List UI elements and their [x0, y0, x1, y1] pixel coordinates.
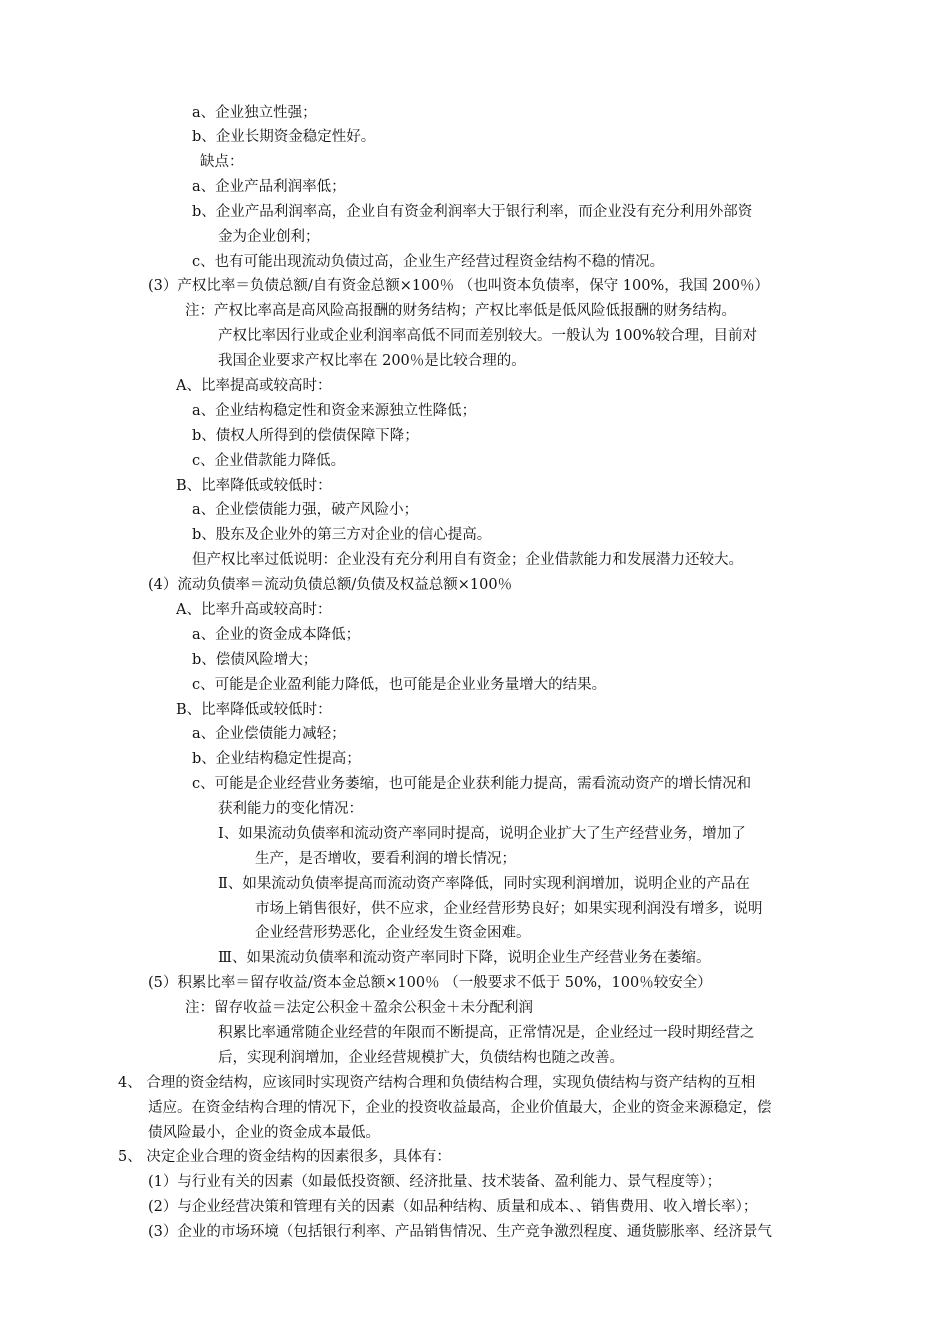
text-line: c、也有可能出现流动负债过高，企业生产经营过程资金结构不稳的情况。: [192, 254, 665, 270]
text-line: 企业经营形势恶化，企业经发生资金困难。: [255, 925, 531, 941]
text-line: 生产，是否增收，要看利润的增长情况；: [255, 851, 516, 867]
text-line: c、可能是企业经营业务萎缩，也可能是企业获利能力提高，需看流动资产的增长情况和: [192, 776, 752, 792]
text-line: 注：产权比率高是高风险高报酬的财务结构；产权比率低是低风险低报酬的财务结构。: [185, 303, 736, 319]
text-line: (1）与行业有关的因素（如最低投资额、经济批量、技术装备、盈利能力、景气程度等）；: [148, 1174, 722, 1190]
text-line: (2）与企业经营决策和管理有关的因素（如品种结构、质量和成本、、销售费用、收入增长率）；: [148, 1199, 758, 1215]
text-line: a、企业产品利润率低；: [192, 179, 346, 195]
text-line: a、企业的资金成本降低；: [192, 627, 361, 643]
text-line: (3）企业的市场环境（包括银行利率、产品销售情况、生产竞争激烈程度、通货膨胀率、经济景气: [148, 1224, 772, 1240]
text-line: (3）产权比率＝负债总额/自有资金总额×100％ （也叫资本负债率，保守 100%，我国 200％）: [148, 278, 770, 294]
text-line: 市场上销售很好，供不应求，企业经营形势良好；如果实现利润没有增多，说明: [255, 901, 763, 917]
text-line: A、比率升高或较高时：: [176, 602, 332, 618]
text-line: B、比率降低或较低时：: [176, 478, 332, 494]
text-line: 后，实现利润增加，企业经营规模扩大，负债结构也随之改善。: [218, 1050, 624, 1066]
text-line: Ⅰ、如果流动负债率和流动资产率同时提高，说明企业扩大了生产经营业务，增加了: [218, 826, 746, 842]
text-line: a、企业偿债能力减轻；: [192, 726, 346, 742]
text-line: a、企业偿债能力强，破产风险小；: [192, 502, 419, 518]
text-line: b、企业产品利润率高，企业自有资金利润率大于银行利率，而企业没有充分利用外部资: [192, 204, 753, 220]
text-line: 但产权比率过低说明：企业没有充分利用自有资金；企业借款能力和发展潜力还较大。: [192, 552, 743, 568]
text-line: a、企业结构稳定性和资金来源独立性降低；: [192, 403, 477, 419]
text-line: c、企业借款能力降低。: [192, 453, 346, 469]
text-line: b、企业长期资金稳定性好。: [192, 129, 376, 145]
text-line: B、比率降低或较低时：: [176, 702, 332, 718]
text-line: a、企业独立性强；: [192, 105, 317, 121]
text-line: c、可能是企业盈利能力降低，也可能是企业业务量增大的结果。: [192, 677, 607, 693]
text-line: (5）积累比率＝留存收益/资本金总额×100％ （一般要求不低于 50%，100％较安全）: [148, 975, 712, 991]
text-line: 5、 决定企业合理的资金结构的因素很多，具体有：: [118, 1149, 451, 1165]
text-line: A、比率提高或较高时：: [176, 378, 332, 394]
text-line: 获利能力的变化情况：: [218, 801, 363, 817]
text-line: b、债权人所得到的偿债保障下降；: [192, 428, 419, 444]
text-line: 缺点：: [200, 154, 244, 170]
text-line: b、股东及企业外的第三方对企业的信心提高。: [192, 527, 492, 543]
text-line: b、偿债风险增大；: [192, 652, 318, 668]
text-line: 我国企业要求产权比率在 200％是比较合理的。: [218, 353, 526, 369]
text-line: 积累比率通常随企业经营的年限而不断提高，正常情况是，企业经过一段时期经营之: [218, 1025, 755, 1041]
text-line: 债风险最小，企业的资金成本最低。: [148, 1125, 380, 1141]
text-line: (4）流动负债率＝流动负债总额/负债及权益总额×100％: [148, 577, 513, 593]
text-line: 4、 合理的资金结构，应该同时实现资产结构合理和负债结构合理，实现负债结构与资产结构的互相: [118, 1075, 756, 1091]
text-line: 金为企业创利；: [218, 229, 320, 245]
text-line: Ⅱ、如果流动负债率提高而流动资产率降低，同时实现利润增加，说明企业的产品在: [218, 876, 750, 892]
text-line: 适应。在资金结构合理的情况下，企业的投资收益最高，企业价值最大，企业的资金来源稳定，偿: [148, 1100, 772, 1116]
text-line: b、企业结构稳定性提高；: [192, 751, 361, 767]
text-line: Ⅲ、如果流动负债率和流动资产率同时下降，说明企业生产经营业务在萎缩。: [218, 950, 711, 966]
text-line: 产权比率因行业或企业利润率高低不同而差别较大。一般认为 100%较合理，目前对: [218, 328, 758, 344]
text-line: 注：留存收益＝法定公积金＋盈余公积金＋未分配利润: [185, 1000, 533, 1016]
